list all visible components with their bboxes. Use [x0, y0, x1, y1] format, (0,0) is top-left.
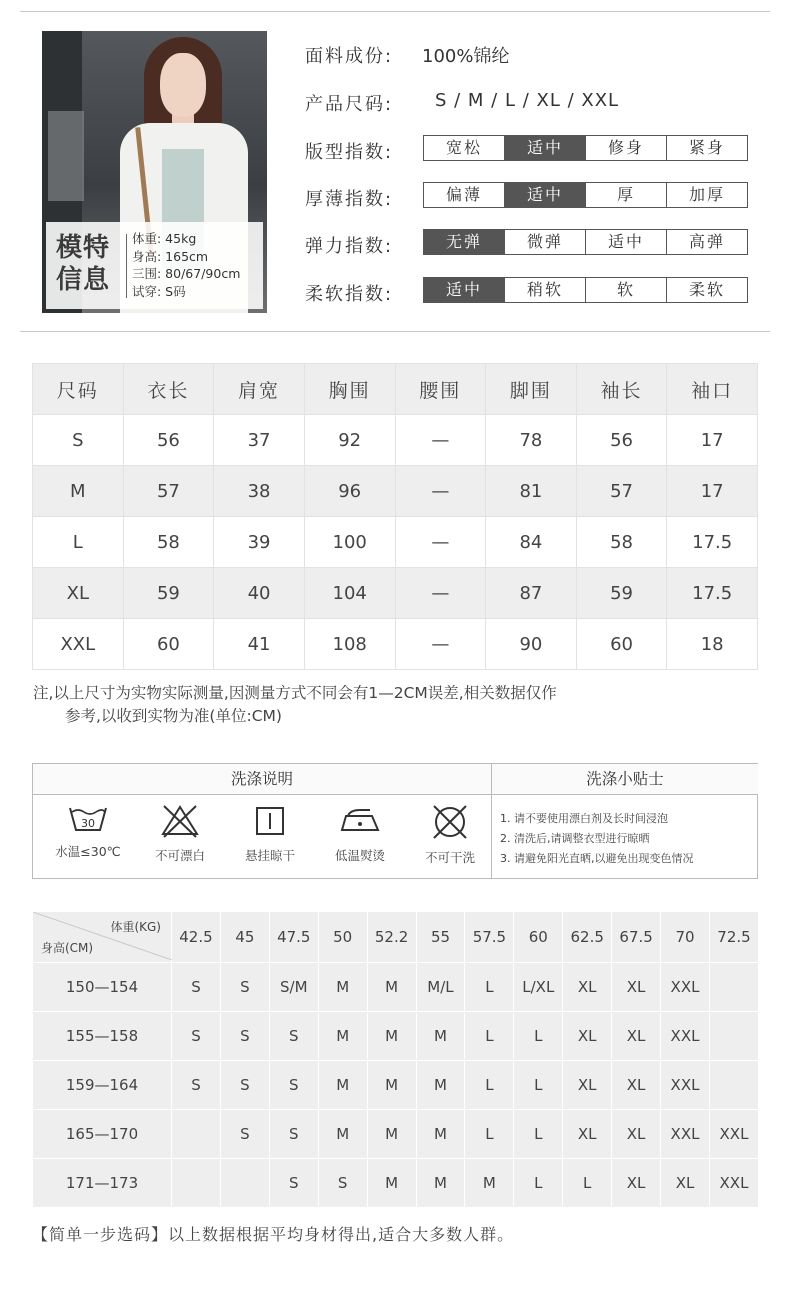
measurement-note: 注,以上尺寸为实物实际测量,因测量方式不同会有1—2CM误差,相关数据仅作 参考,以收到实物为准(单位:CM) — [33, 684, 557, 725]
table-cell — [172, 1159, 221, 1208]
table-cell: 78 — [486, 415, 577, 466]
table-cell: XL — [612, 1012, 661, 1061]
table-cell: 41 — [214, 619, 305, 670]
table-cell: XL — [563, 963, 612, 1012]
table-cell: L — [465, 1110, 514, 1159]
fit-index-label: 版型指数: — [305, 142, 394, 163]
table-cell: 45 — [220, 912, 269, 963]
table-cell: M — [33, 466, 124, 517]
thickness-index-scale — [423, 182, 748, 208]
model-height: 身高: 165cm — [132, 248, 209, 264]
table-cell: 59 — [123, 568, 214, 619]
table-cell: 脚围 — [486, 364, 577, 415]
table-row — [33, 619, 758, 670]
scale-option: 宽松 — [445, 138, 482, 157]
table-cell: 57 — [123, 466, 214, 517]
table-cell: 37 — [214, 415, 305, 466]
table-cell: 尺码 — [33, 364, 124, 415]
table-cell: — — [395, 517, 486, 568]
table-cell: 58 — [123, 517, 214, 568]
table-cell: 108 — [304, 619, 395, 670]
table-cell: 47.5 — [269, 912, 318, 963]
table-cell: L — [465, 1012, 514, 1061]
table-cell: 87 — [486, 568, 577, 619]
table-cell: 67.5 — [612, 912, 661, 963]
table-cell: — — [395, 619, 486, 670]
table-row — [33, 1159, 759, 1208]
table-cell: M — [318, 1110, 367, 1159]
table-cell: XL — [612, 963, 661, 1012]
table-cell: XXL — [709, 1159, 758, 1208]
svg-text:30: 30 — [81, 817, 95, 830]
table-cell — [709, 1012, 758, 1061]
table-cell: L — [514, 1061, 563, 1110]
table-cell: 50 — [318, 912, 367, 963]
table-cell: 袖长 — [576, 364, 667, 415]
scale-option: 加厚 — [666, 183, 747, 207]
no-bleach-icon: 不可漂白 — [135, 804, 225, 864]
table-cell: 39 — [214, 517, 305, 568]
model-info-badge: 模特 信息 — [56, 233, 111, 295]
table-cell: M — [367, 1159, 416, 1208]
table-cell: L — [33, 517, 124, 568]
scale-option: 修身 — [585, 136, 666, 160]
table-cell: 17.5 — [667, 517, 758, 568]
section-divider — [20, 331, 770, 332]
table-cell: XL — [33, 568, 124, 619]
table-cell: 胸围 — [304, 364, 395, 415]
sizes-label: 产品尺码: — [305, 94, 394, 115]
table-cell: 60 — [514, 912, 563, 963]
table-cell: L — [514, 1110, 563, 1159]
thickness-index-label: 厚薄指数: — [305, 189, 394, 210]
fit-index-scale — [423, 135, 748, 161]
care-panel — [32, 763, 758, 879]
table-cell: XXL — [709, 1110, 758, 1159]
table-cell: XL — [612, 1159, 661, 1208]
table-cell: 60 — [123, 619, 214, 670]
scale-option: 适中 — [504, 183, 585, 207]
table-row — [33, 415, 758, 466]
table-cell: 55 — [416, 912, 465, 963]
table-cell: 57.5 — [465, 912, 514, 963]
table-cell: S — [220, 1110, 269, 1159]
table-cell: XL — [612, 1110, 661, 1159]
table-cell: 84 — [486, 517, 577, 568]
table-cell: 159—164 — [33, 1061, 172, 1110]
table-cell: S — [33, 415, 124, 466]
table-cell: M — [318, 1061, 367, 1110]
table-cell: S — [269, 1061, 318, 1110]
scale-option: 稍软 — [504, 278, 585, 302]
table-cell — [172, 1110, 221, 1159]
table-cell: M — [367, 1012, 416, 1061]
table-cell: 40 — [214, 568, 305, 619]
table-cell: 81 — [486, 466, 577, 517]
table-row — [33, 517, 758, 568]
table-cell: L — [563, 1159, 612, 1208]
table-cell: L — [465, 1061, 514, 1110]
table-cell: XXL — [661, 1061, 710, 1110]
table-row — [33, 568, 758, 619]
table-cell: XL — [563, 1061, 612, 1110]
table-row — [33, 1110, 759, 1159]
table-cell: 56 — [123, 415, 214, 466]
table-cell: 60 — [576, 619, 667, 670]
table-cell: 155—158 — [33, 1012, 172, 1061]
table-cell: 17 — [667, 415, 758, 466]
scale-option: 适中 — [504, 136, 585, 160]
table-cell: XL — [563, 1012, 612, 1061]
table-cell: 150—154 — [33, 963, 172, 1012]
table-cell: XXL — [33, 619, 124, 670]
care-tips: 1. 请不要使用漂白剂及长时间浸泡 2. 清洗后,请调整衣型进行晾晒 3. 请避免阳光直晒,以避免出现变色情况 — [500, 812, 694, 865]
table-cell — [709, 963, 758, 1012]
table-row — [33, 1061, 759, 1110]
scale-option: 适中 — [424, 278, 504, 302]
sizes-value: S / M / L / XL / XXL — [435, 90, 620, 111]
table-cell: 42.5 — [172, 912, 221, 963]
model-info-box — [46, 222, 263, 309]
table-cell: S — [220, 1061, 269, 1110]
size-table-header — [33, 364, 758, 415]
table-cell: S — [269, 1159, 318, 1208]
table-cell: M — [367, 1061, 416, 1110]
fabric-value: 100%锦纶 — [422, 46, 510, 67]
wash-30-icon: 30 水温≤30℃ — [43, 804, 133, 860]
table-cell: XXL — [661, 963, 710, 1012]
scale-option: 偏薄 — [445, 185, 482, 204]
table-cell: 165—170 — [33, 1110, 172, 1159]
table-cell: S — [269, 1110, 318, 1159]
table-cell: 104 — [304, 568, 395, 619]
table-cell: S — [318, 1159, 367, 1208]
table-cell: 腰围 — [395, 364, 486, 415]
table-cell: 17 — [667, 466, 758, 517]
table-cell: — — [395, 466, 486, 517]
table-cell: L — [465, 963, 514, 1012]
table-cell: M — [367, 963, 416, 1012]
table-cell: M — [416, 1061, 465, 1110]
scale-option: 软 — [585, 278, 666, 302]
table-cell: L/XL — [514, 963, 563, 1012]
table-cell: XL — [612, 1061, 661, 1110]
table-cell: 袖口 — [667, 364, 758, 415]
table-cell: XXL — [661, 1110, 710, 1159]
elasticity-index-label: 弹力指数: — [305, 236, 394, 257]
table-cell: S — [172, 1061, 221, 1110]
table-cell: 100 — [304, 517, 395, 568]
scale-option: 微弹 — [504, 230, 585, 254]
footer-note: 【简单一步选码】以上数据根据平均身材得出,适合大多数人群。 — [32, 1225, 515, 1244]
table-cell — [709, 1061, 758, 1110]
table-cell: M — [465, 1159, 514, 1208]
table-cell: M/L — [416, 963, 465, 1012]
scale-option: 紧身 — [666, 136, 747, 160]
table-cell: 56 — [576, 415, 667, 466]
table-cell: — — [395, 415, 486, 466]
table-cell: 18 — [667, 619, 758, 670]
corner-header: 体重(KG) 身高(CM) — [33, 912, 172, 963]
scale-option: 适中 — [585, 230, 666, 254]
scale-option: 柔软 — [666, 278, 747, 302]
table-cell: S — [220, 963, 269, 1012]
table-cell: M — [318, 1012, 367, 1061]
table-cell: 62.5 — [563, 912, 612, 963]
table-cell: S — [220, 1012, 269, 1061]
table-cell: 90 — [486, 619, 577, 670]
tips-title: 洗涤小贴士 — [491, 764, 758, 795]
hang-dry-icon: 悬挂晾干 — [225, 804, 315, 864]
table-cell: L — [514, 1012, 563, 1061]
recommend-header-row — [33, 912, 759, 963]
table-cell: 171—173 — [33, 1159, 172, 1208]
softness-index-label: 柔软指数: — [305, 284, 394, 305]
table-cell: 59 — [576, 568, 667, 619]
table-cell: S — [269, 1012, 318, 1061]
scale-option: 厚 — [585, 183, 666, 207]
table-cell: 57 — [576, 466, 667, 517]
table-cell: M — [318, 963, 367, 1012]
model-photo — [42, 31, 267, 313]
top-divider — [20, 11, 770, 12]
model-tried-size: 试穿: S码 — [132, 283, 186, 299]
table-cell: 38 — [214, 466, 305, 517]
table-cell: XXL — [661, 1012, 710, 1061]
table-cell: S/M — [269, 963, 318, 1012]
model-measurements: 三围: 80/67/90cm — [132, 266, 241, 281]
table-cell — [220, 1159, 269, 1208]
table-row — [33, 963, 759, 1012]
care-title: 洗涤说明 — [33, 764, 491, 795]
softness-index-scale — [423, 277, 748, 303]
no-dry-clean-icon: 不可干洗 — [405, 804, 495, 866]
model-weight: 体重: 45kg — [132, 231, 197, 246]
table-cell: — — [395, 568, 486, 619]
size-table — [32, 363, 758, 670]
table-cell: XL — [563, 1110, 612, 1159]
table-row — [33, 466, 758, 517]
table-cell: M — [416, 1110, 465, 1159]
elasticity-index-scale — [423, 229, 748, 255]
table-cell: L — [514, 1159, 563, 1208]
table-cell: 58 — [576, 517, 667, 568]
table-cell: M — [416, 1159, 465, 1208]
table-cell: 肩宽 — [214, 364, 305, 415]
table-cell: 96 — [304, 466, 395, 517]
table-cell: 70 — [661, 912, 710, 963]
size-recommend-table — [32, 911, 759, 1208]
table-cell: 17.5 — [667, 568, 758, 619]
fabric-label: 面料成份: — [305, 46, 394, 67]
low-iron-icon: 低温熨烫 — [315, 804, 405, 864]
table-row — [33, 1012, 759, 1061]
table-cell: 衣长 — [123, 364, 214, 415]
table-cell: S — [172, 1012, 221, 1061]
table-cell: 72.5 — [709, 912, 758, 963]
table-cell: S — [172, 963, 221, 1012]
table-cell: M — [416, 1012, 465, 1061]
scale-option: 高弹 — [666, 230, 747, 254]
table-cell: 92 — [304, 415, 395, 466]
scale-option: 无弹 — [424, 230, 504, 254]
table-cell: 52.2 — [367, 912, 416, 963]
table-cell: XL — [661, 1159, 710, 1208]
table-cell: M — [367, 1110, 416, 1159]
